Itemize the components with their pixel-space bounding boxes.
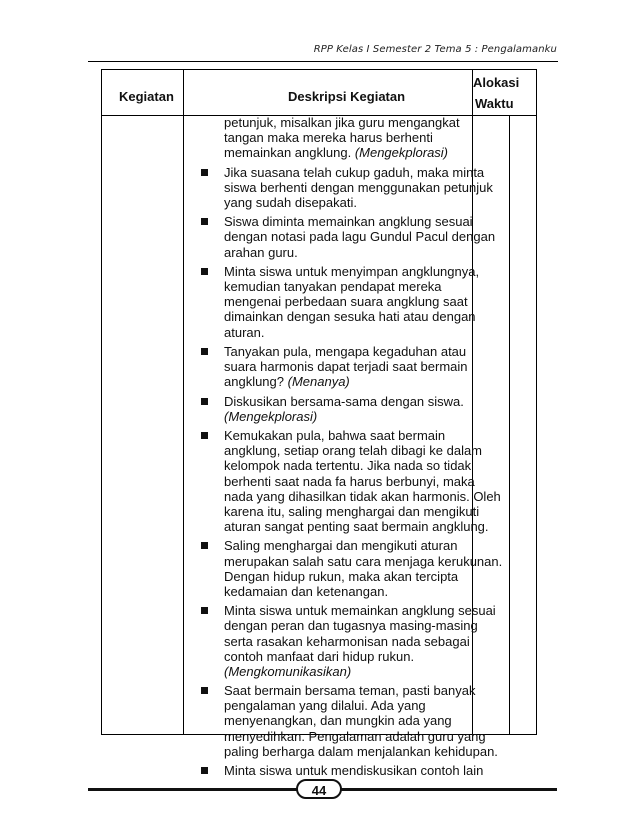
footer-rule-right [340,788,557,791]
list-item [201,683,501,759]
list-item-line: Kemukakan pula, bahwa saat bermain [224,428,446,444]
activity-description-list [201,115,501,778]
table-right-border [536,69,537,735]
list-item-line: contoh manfaat dari hidup rukun. [224,648,415,664]
list-item-line: dengan peran dan tugasnya masing-masing [224,618,478,634]
list-item-line: arahan guru. [224,244,298,260]
list-item-line: angklung, setiap orang telah dibagi ke dalam [224,443,483,459]
header-deskripsi: Deskripsi Kegiatan [288,89,406,104]
bullet-square-icon [201,687,208,694]
bullet-square-icon [201,432,208,439]
list-item-line: angklung? (Menanya) [224,374,350,390]
column-divider-alokasi [509,115,510,735]
list-item-line: kelompok nada tertentu. Jika nada so tidak [224,458,472,474]
list-item-line: Siswa diminta memainkan angklung sesuai [224,214,473,230]
list-item-line: kedamaian dan ketenangan. [224,583,389,599]
list-item-line: dengan notasi pada lagu Gundul Pacul dengan [224,229,496,245]
activity-tag: (Mengkomunikasikan) [224,663,352,679]
bullet-square-icon [201,348,208,355]
list-item-line: tangan maka mereka harus berhenti [224,130,433,146]
list-item-line: Saling menghargai dan mengikuti aturan [224,538,458,554]
bullet-square-icon [201,218,208,225]
list-item-line: aturan sangat penting saat bermain angklung. [224,519,489,535]
activity-tag: (Mengekplorasi) [224,408,318,424]
list-item-line: menyenangkan, dan mungkin ada yang [224,713,452,729]
list-item-line: berhenti saat nada fa harus berbunyi, maka [224,473,475,489]
list-item [201,344,501,389]
list-item-line: dimainkan dengan sesuka hati atau dengan [224,309,476,325]
table-left-border [101,69,102,735]
header-alokasi: Alokasi [473,75,520,90]
list-item-line: Saat bermain bersama teman, pasti banyak [224,683,476,699]
running-header: RPP Kelas I Semester 2 Tema 5 : Pengalamanku [313,44,557,55]
list-item-line: Minta siswa untuk mendiskusikan contoh lain [224,763,484,779]
activity-tag: (Menanya) [287,374,350,390]
header-kegiatan: Kegiatan [119,89,174,104]
bullet-square-icon [201,169,208,176]
header-waktu: Waktu [475,96,514,111]
list-item-line: Dengan hidup rukun, maka akan tercipta [224,568,459,584]
list-item-line: menyedihkan. Pengalaman adalah guru yang [224,728,486,744]
list-item [201,763,501,778]
list-item-line: suara harmonis dapat terjadi saat bermain [224,359,468,375]
bullet-square-icon [201,767,208,774]
list-item-line: siswa berhenti dengan menggunakan petunjuk [224,179,493,195]
list-item-line: nada yang dihasilkan tidak akan harmonis. Oleh [224,488,501,504]
list-item-line: karena itu, saling menghargai dan mengikuti [224,503,480,519]
list-item-line: mengenai perbedaan suara angklung saat [224,294,468,310]
list-item-line: kemudian tanyakan pendapat mereka [224,279,442,295]
list-item-line: petunjuk, misalkan jika guru mengangkat [224,115,460,130]
bullet-square-icon [201,607,208,614]
list-item [201,115,501,160]
list-item [201,264,501,340]
list-item-line: memainkan angklung. (Mengekplorasi) [224,145,449,161]
list-item [201,165,501,210]
table-top-border [101,69,536,70]
bullet-square-icon [201,542,208,549]
list-item [201,394,501,424]
page-number: 44 [296,779,342,799]
list-item-line: Jika suasana telah cukup gaduh, maka minta [224,164,485,180]
list-item-line: Tanyakan pula, mengapa kegaduhan atau [224,343,467,359]
list-item-line: yang sudah disepakati. [224,194,357,210]
activity-tag: (Mengekplorasi) [354,145,449,161]
bullet-square-icon [201,398,208,405]
activity-table [101,69,536,779]
list-item-line: aturan. [224,324,265,340]
list-item [201,538,501,599]
list-item [201,214,501,259]
list-item-line: Minta siswa untuk menyimpan angklungnya, [224,263,480,279]
column-divider-kegiatan [183,69,184,735]
list-item-line: Minta siswa untuk memainkan angklung sesuai [224,603,496,619]
list-item-line: merupakan salah satu cara menjaga kerukunan. [224,553,503,569]
list-item-line: serta rasakan keharmonisan nada sebagai [224,633,470,649]
list-item [201,603,501,679]
list-item-line: pengalaman yang dilalui. Ada yang [224,698,426,714]
header-rule [88,61,558,62]
list-item [201,428,501,534]
list-item-line: paling berharga dalam menjalankan kehidupan. [224,743,498,759]
footer-rule-left [88,788,300,791]
list-item-line: Diskusikan bersama-sama dengan siswa. [224,393,464,409]
bullet-square-icon [201,268,208,275]
